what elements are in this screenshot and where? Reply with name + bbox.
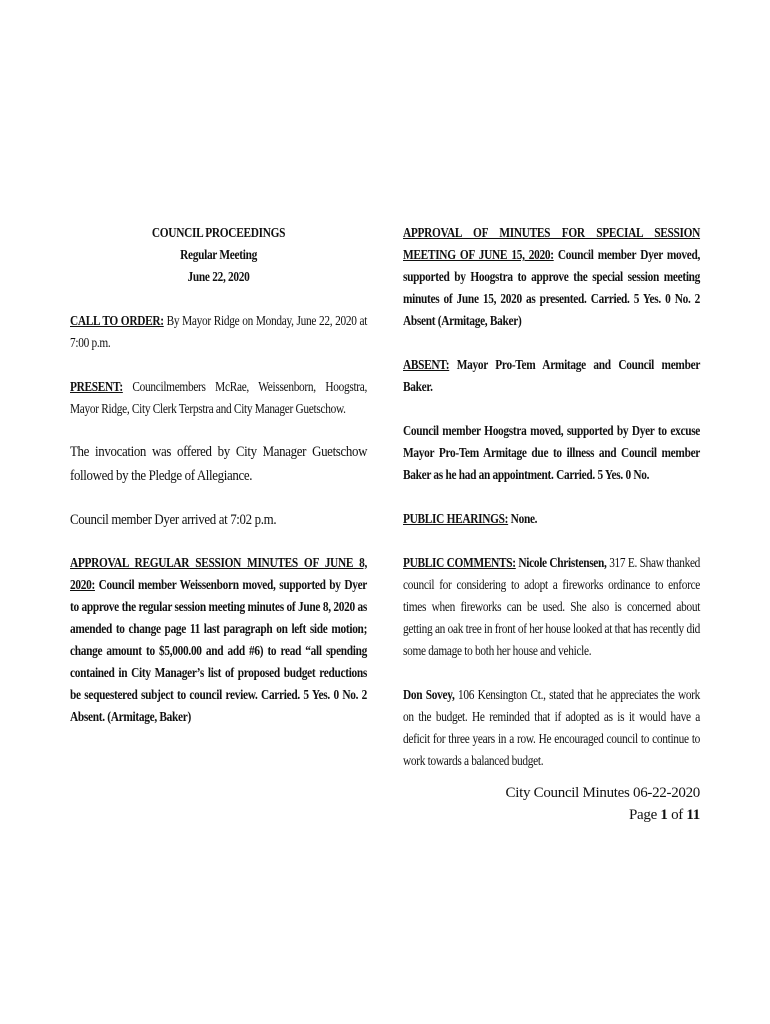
- public-hearings-label: PUBLIC HEARINGS:: [403, 511, 509, 526]
- footer-page-current: 1: [660, 807, 668, 823]
- footer-page-number: [506, 804, 700, 826]
- document-title: COUNCIL PROCEEDINGS: [151, 225, 286, 240]
- left-column: [70, 222, 367, 728]
- present-paragraph: [70, 376, 367, 420]
- footer-doc-name: City Council Minutes 06-22-2020: [505, 785, 700, 801]
- public-hearings-paragraph: [403, 508, 700, 530]
- call-to-order-paragraph: [70, 310, 367, 354]
- approval-special-text: Council member Dyer moved, supported by Hoogstra to approve the special session meeting minutes of June 15, 2020 as presented. Carried. 5 Yes. 0 No. 2 Absent (Armitage, Baker): [403, 247, 701, 328]
- meeting-type: Regular Meeting: [180, 247, 257, 262]
- present-label: PRESENT:: [70, 379, 123, 394]
- present-text: Councilmembers McRae, Weissenborn, Hoogstra, Mayor Ridge, City Clerk Terpstra and City Manager Guetschow.: [70, 379, 368, 416]
- arrival-paragraph: Council member Dyer arrived at 7:02 p.m.: [70, 512, 277, 528]
- footer-page-of: of: [667, 807, 687, 823]
- commenter-1-text: 317 E. Shaw thanked council for considering to adopt a fireworks ordinance to enforce times when fireworks can be used. She also is concerned about getting an oak tree in front of her house looked at that has recently did some damage to both her house and vehicle.: [403, 555, 701, 658]
- public-comments-paragraph: [403, 552, 700, 662]
- footer-page-total: 11: [686, 807, 700, 823]
- page-footer: [506, 782, 700, 826]
- call-to-order-label: CALL TO ORDER:: [70, 313, 164, 328]
- public-hearings-text: None.: [508, 511, 538, 526]
- absent-paragraph: [403, 354, 700, 398]
- approval-regular-text: Council member Weissenborn moved, supported by Dyer to approve the regular session meeting minutes of June 8, 2020 as amended to change page 11 last paragraph on left side motion; change amount to $5,000.00 and add #6) to read “all spending contained in City Manager’s list of proposed budget reductions be sequestered subject to council review. Carried. 5 Yes. 0 No. 2 Absent. (Armitage, Baker): [70, 577, 368, 724]
- approval-regular-paragraph: [70, 552, 367, 728]
- public-comment-2-paragraph: [403, 684, 700, 772]
- commenter-1-name: Nicole Christensen,: [515, 555, 607, 570]
- commenter-2-text: 106 Kensington Ct., stated that he appreciates the work on the budget. He reminded that if adopted as is it would have a deficit for three years in a row. He encouraged council to continue to work towards a balanced budget.: [403, 687, 701, 768]
- meeting-date: June 22, 2020: [187, 269, 250, 284]
- footer-page-word: Page: [629, 807, 661, 823]
- approval-regular-label: APPROVAL REGULAR SESSION MINUTES OF JUNE 8, 2020:: [70, 555, 368, 592]
- right-column: [403, 222, 700, 772]
- public-comments-label: PUBLIC COMMENTS:: [403, 555, 516, 570]
- commenter-2-name: Don Sovey,: [403, 687, 455, 702]
- excuse-motion-paragraph: Council member Hoogstra moved, supported by Dyer to excuse Mayor Pro-Tem Armitage due to illness and Council member Baker as he had an appointment. Carried. 5 Yes. 0 No.: [403, 423, 701, 482]
- approval-special-paragraph: [403, 222, 700, 332]
- invocation-paragraph: The invocation was offered by City Manager Guetschow followed by the Pledge of Allegiance.: [70, 444, 368, 484]
- absent-text: Mayor Pro-Tem Armitage and Council member Baker.: [403, 357, 701, 394]
- absent-label: ABSENT:: [403, 357, 450, 372]
- approval-special-label: APPROVAL OF MINUTES FOR SPECIAL SESSION MEETING OF JUNE 15, 2020:: [403, 225, 701, 262]
- call-to-order-text: By Mayor Ridge on Monday, June 22, 2020 at 7:00 p.m.: [70, 313, 368, 350]
